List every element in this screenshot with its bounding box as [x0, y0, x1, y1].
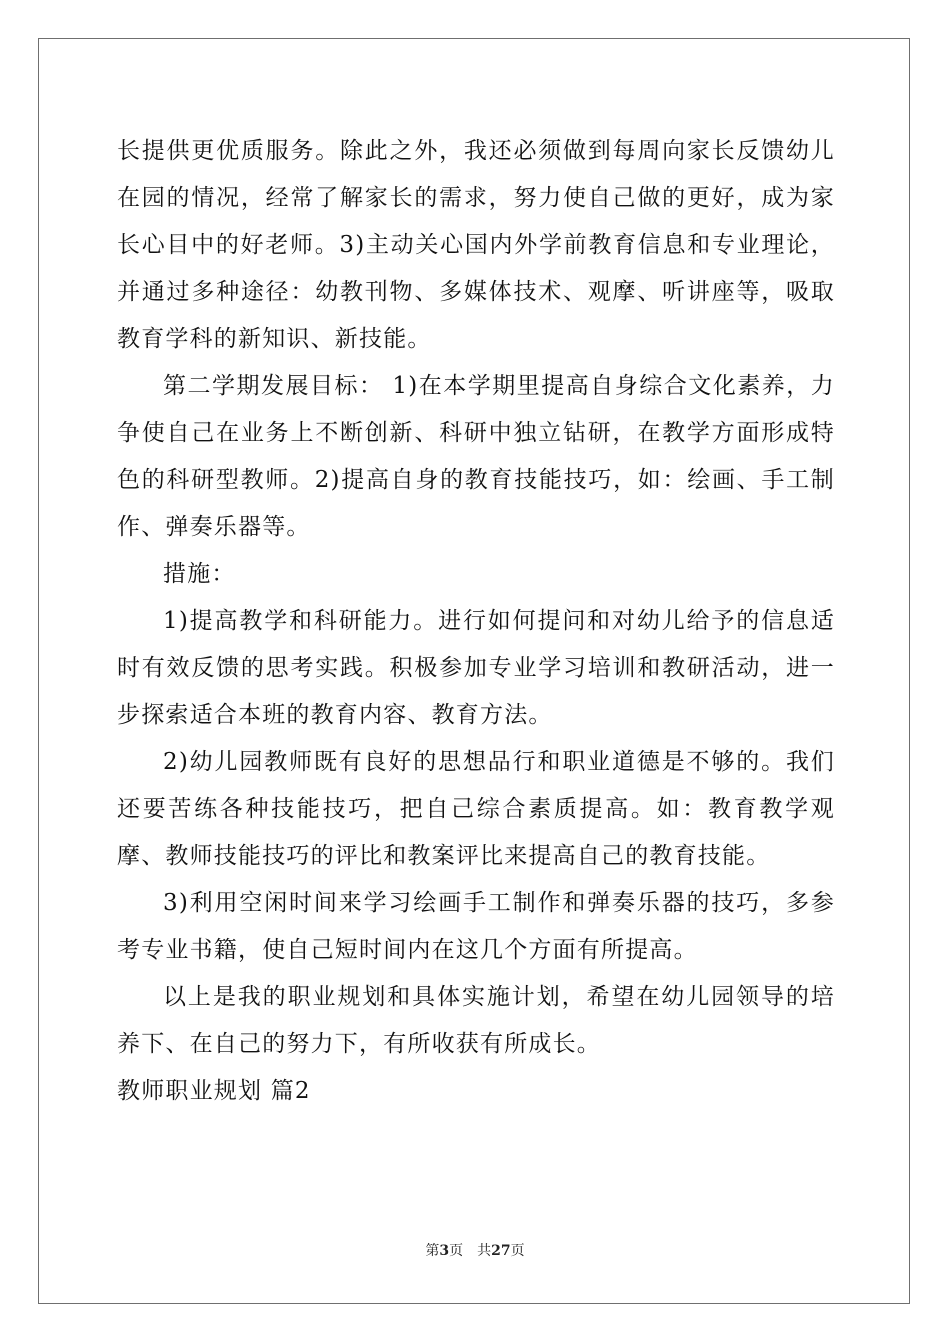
paragraph-conclusion: 以上是我的职业规划和具体实施计划，希望在幼儿园领导的培养下、在自己的努力下，有所收获有所成长。	[117, 984, 835, 1057]
paragraph-measure-3: 3)利用空闲时间来学习绘画手工制作和弹奏乐器的技巧，多参考专业书籍，使自己短时间内在这几个方面有所提高。	[117, 890, 835, 963]
page-suffix: 页	[449, 1243, 464, 1259]
total-suffix: 页	[510, 1243, 525, 1259]
page-footer	[0, 1240, 950, 1260]
paragraph-measure-1: 1)提高教学和科研能力。进行如何提问和对幼儿给予的信息适时有效反馈的思考实践。积极参加专业学习培训和教研活动，进一步探索适合本班的教育内容、教育方法。	[117, 608, 835, 728]
paragraph-measure-2: 2)幼儿园教师既有良好的思想品行和职业道德是不够的。我们还要苦练各种技能技巧，把自己综合素质提高。如：教育教学观摩、教师技能技巧的评比和教案评比来提高自己的教育技能。	[117, 749, 835, 869]
document-body	[117, 128, 835, 1115]
paragraph-measures-label: 措施：	[163, 561, 236, 587]
total-prefix: 共	[477, 1243, 492, 1259]
paragraph-second-term-goals: 第二学期发展目标： 1)在本学期里提高自身综合文化素养，力争使自己在业务上不断创新、科研中独立钻研，在教学方面形成特色的科研型教师。2)提高自身的教育技能技巧，如：绘画、手工制作、弹奏乐器等。	[117, 373, 835, 540]
paragraph-continued: 长提供更优质服务。除此之外，我还必须做到每周向家长反馈幼儿在园的情况，经常了解家长的需求，努力使自己做的更好，成为家长心目中的好老师。3)主动关心国内外学前教育信息和专业理论，并通过多种途径：幼教刊物、多媒体技术、观摩、听讲座等，吸取教育学科的新知识、新技能。	[117, 138, 835, 352]
page-current: 3	[439, 1243, 450, 1259]
section-heading: 教师职业规划 篇2	[117, 1078, 311, 1104]
page-total: 27	[491, 1243, 511, 1259]
page-prefix: 第	[425, 1243, 440, 1259]
